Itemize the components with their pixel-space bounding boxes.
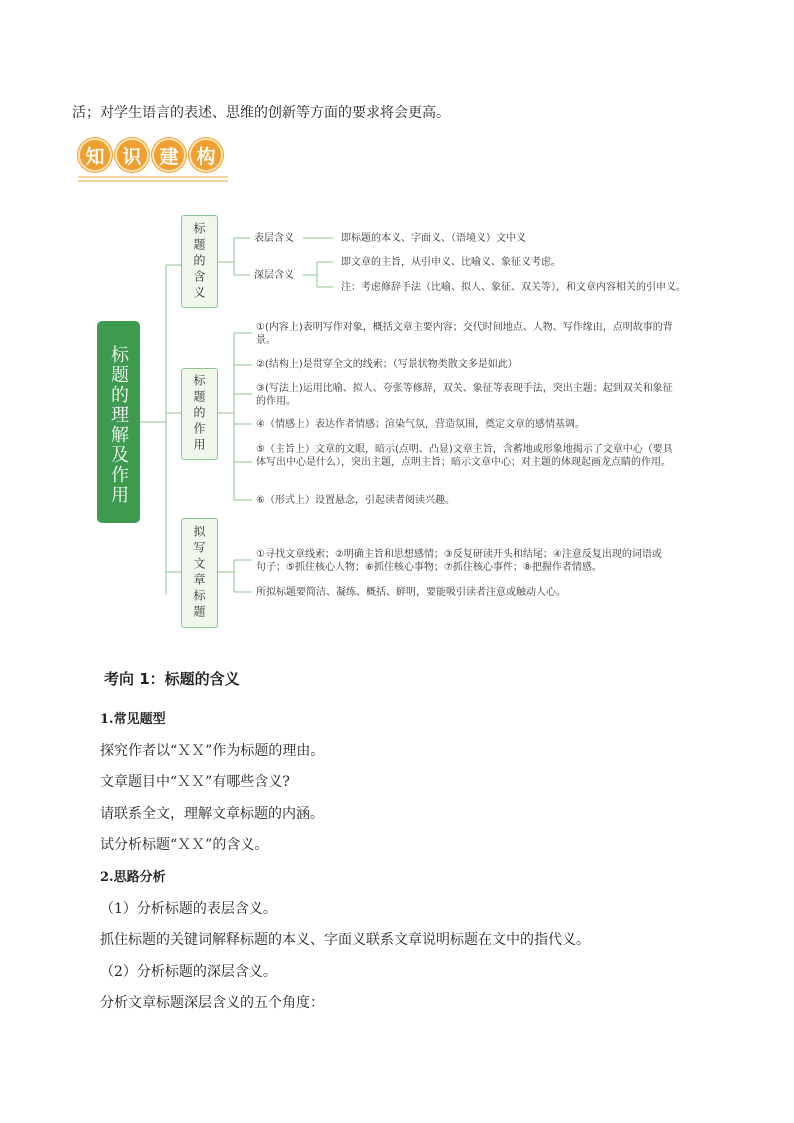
- question-type-2: 文章题目中“ＸＸ”有哪些含义?: [100, 774, 290, 790]
- approach-step-2-text: 分析文章标题深层含义的五个角度：: [100, 995, 324, 1011]
- banner-char: 建: [152, 138, 186, 172]
- approach-step-1-text: 抓住标题的关键词解释标题的本义、字面义联系文章说明标题在文中的指代义。: [100, 932, 590, 948]
- node-function-5: ⑤（主旨上）文章的文眼，暗示(点明、凸显)文章主旨，含蓄地或形象地揭示了文章中心（要具体写出中心是什么），突出主题，点明主旨；暗示文章中心；对主题的体现起画龙点睛的作用。: [256, 444, 673, 468]
- branch-title-meaning: 标题的含义: [181, 215, 218, 308]
- node-surface-meaning: 表层含义: [254, 233, 294, 244]
- node-function-2: ②(结构上)是贯穿全文的线索；（写景状物类散文多是如此）: [256, 359, 518, 370]
- node-write-requirement: 所拟标题要简洁、凝练、概括、鲜明，要能吸引读者注意或触动人心。: [256, 587, 566, 598]
- question-type-4: 试分析标题“ＸＸ”的含义。: [100, 837, 269, 853]
- banner-decoration: [78, 176, 228, 184]
- knowledge-banner: [72, 134, 232, 184]
- banner-char: 知: [78, 138, 112, 172]
- question-type-3: 请联系全文，理解文章标题的内涵。: [100, 806, 324, 822]
- node-function-4: ④（情感上）表达作者情感；渲染气氛，营造氛围，奠定文章的感情基调。: [256, 419, 585, 430]
- node-function-6: ⑥（形式上）设置悬念，引起读者阅读兴趣。: [256, 495, 455, 506]
- node-deep-detail: 即文章的主旨，从引申义、比喻义、象征义考虑。: [341, 257, 561, 268]
- node-deep-meaning: 深层含义: [254, 270, 294, 281]
- banner-char: 识: [115, 138, 149, 172]
- sub-heading-question-types: 1.常见题型: [100, 712, 166, 727]
- branch-write-title: 拟写文章标题: [181, 518, 218, 628]
- section-title: 考向 1：标题的含义: [104, 670, 240, 688]
- banner-char: 构: [189, 138, 223, 172]
- node-surface-detail: 即标题的本义、字面义、（语境义）文中义: [341, 233, 526, 244]
- node-deep-note: 注：考虑修辞手法（比喻、拟人、象征、双关等），和文章内容相关的引申义。: [341, 282, 686, 293]
- approach-step-2: （2）分析标题的深层含义。: [100, 964, 277, 980]
- branch-title-function: 标题的作用: [181, 368, 218, 460]
- node-function-1: ①(内容上)表明写作对象，概括文章主要内容；交代时间地点、人物、写作缘由，点明故事的背景。: [256, 322, 673, 346]
- question-type-1: 探究作者以“ＸＸ”作为标题的理由。: [100, 743, 325, 759]
- node-write-methods: ①寻找文章线索；②明确主旨和思想感情；③反复研读开头和结尾；④注意反复出现的词语或句子；⑤抓住核心人物；⑥抓住核心事物；⑦抓住核心事件；⑧把握作者情感。: [256, 549, 662, 573]
- node-function-3: ③(写法上)运用比喻、拟人、夸张等修辞，双关、象征等表现手法，突出主题；起到双关和象征的作用。: [256, 383, 673, 407]
- mindmap-root: 标题的理解及作用: [97, 321, 140, 523]
- sub-heading-approach: 2.思路分析: [100, 870, 166, 885]
- approach-step-1: （1）分析标题的表层含义。: [100, 901, 277, 917]
- intro-line: 活；对学生语言的表述、思维的创新等方面的要求将会更高。: [72, 105, 450, 121]
